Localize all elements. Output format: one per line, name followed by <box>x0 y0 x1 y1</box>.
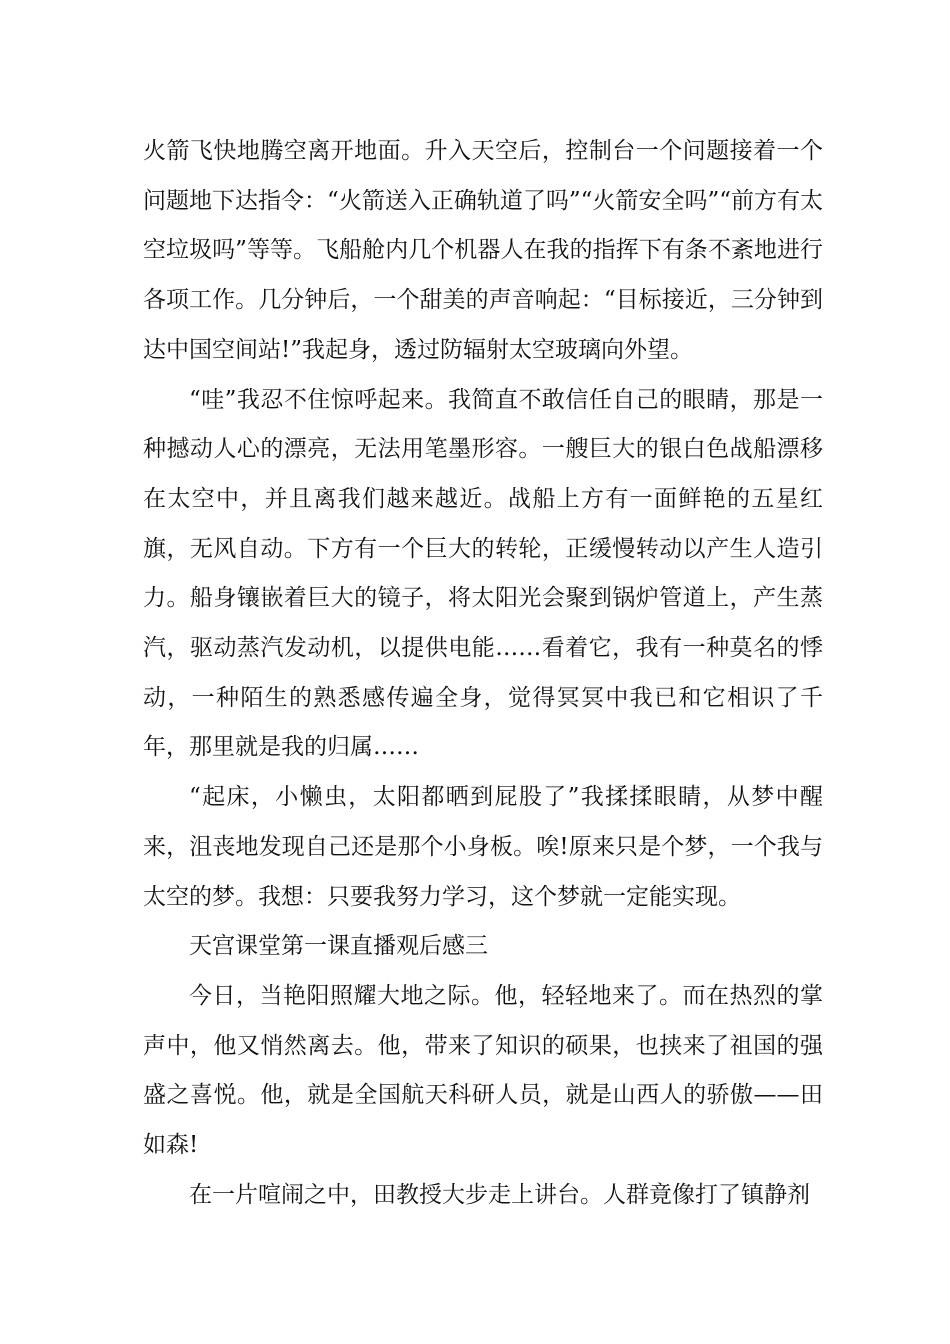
section-heading: 天宫课堂第一课直播观后感三 <box>189 933 488 960</box>
paragraph-1: 火箭飞快地腾空离开地面。升入天空后，控制台一个问题接着一个问题地下达指令：“火箭送入正确轨道了吗”“火箭安全吗”“前方有太空垃圾吗”等等。飞船舱内几个机器人在我的指挥下有条不紊地进行各项工作。几分钟后，一个甜美的声音响起：“目标接近，三分钟到达中国空间站!”我起身，透过防辐射太空玻璃向外望。 <box>143 138 823 363</box>
paragraph-6: 在一片喧闹之中，田教授大步走上讲台。人群竟像打了镇静剂 <box>189 1181 810 1208</box>
paragraph-3: “起床，小懒虫，太阳都晒到屁股了”我揉揉眼睛，从梦中醒来，沮丧地发现自己还是那个小身板。唉!原来只是个梦，一个我与太空的梦。我想：只要我努力学习，这个梦就一定能实现。 <box>143 784 823 910</box>
document-body <box>143 127 823 1220</box>
paragraph-2: “哇”我忍不住惊呼起来。我简直不敢信任自己的眼睛，那是一种撼动人心的漂亮，无法用笔墨形容。一艘巨大的银白色战船漂移在太空中，并且离我们越来越近。战船上方有一面鲜艳的五星红旗，无风自动。下方有一个巨大的转轮，正缓慢转动以产生人造引力。船身镶嵌着巨大的镜子，将太阳光会聚到锅炉管道上，产生蒸汽，驱动蒸汽发动机，以提供电能……看着它，我有一种莫名的悸动，一种陌生的熟悉感传遍全身，觉得冥冥中我已和它相识了千年，那里就是我的归属…… <box>143 386 823 761</box>
paragraph-5: 今日，当艳阳照耀大地之际。他，轻轻地来了。而在热烈的掌声中，他又悄然离去。他，带来了知识的硕果，也挟来了祖国的强盛之喜悦。他，就是全国航天科研人员，就是山西人的骄傲——田如森! <box>143 982 823 1159</box>
